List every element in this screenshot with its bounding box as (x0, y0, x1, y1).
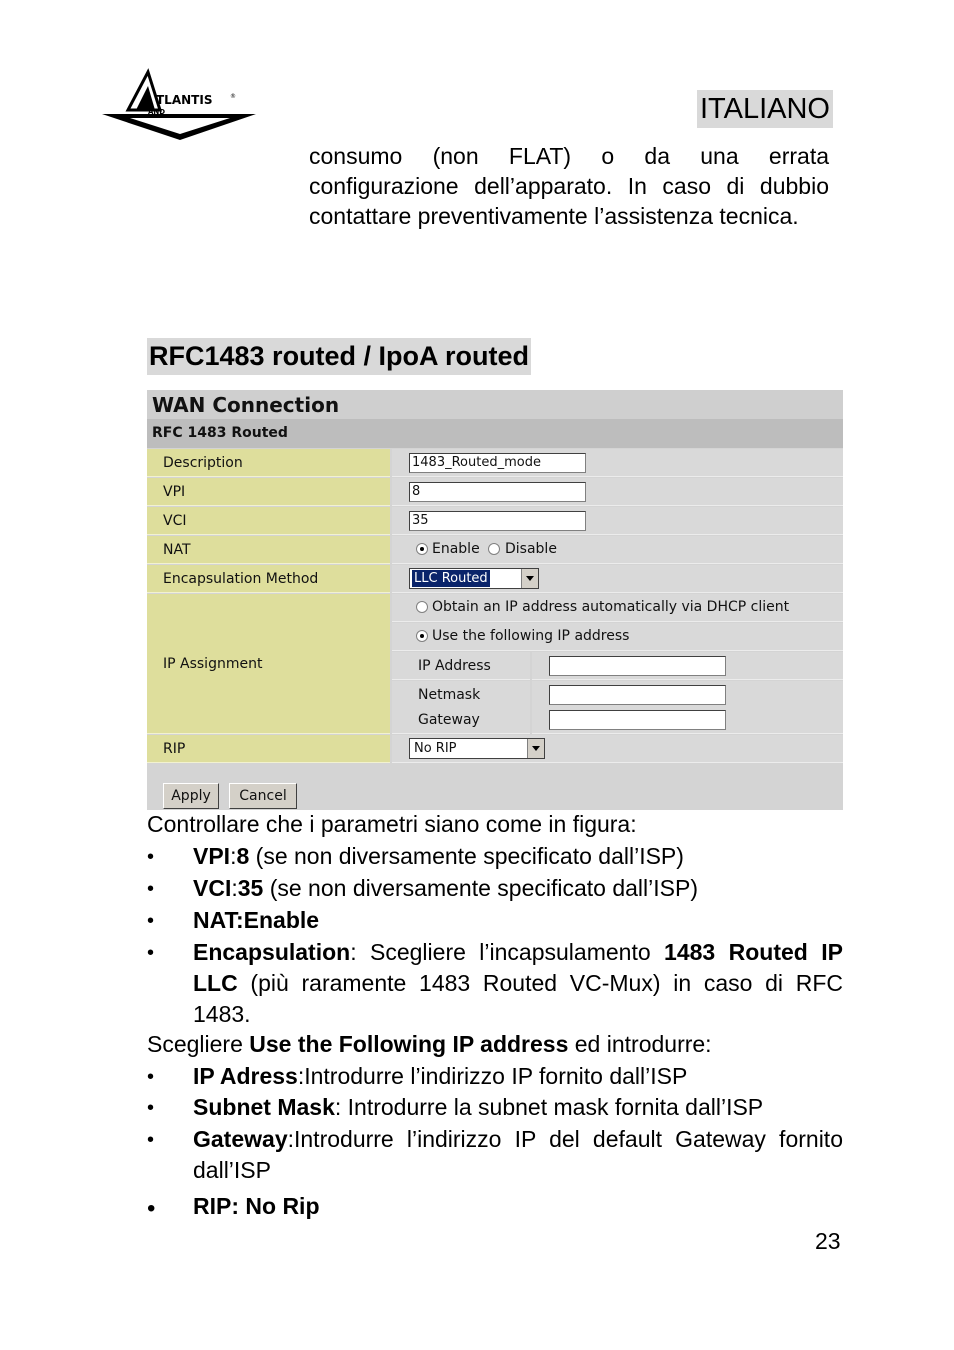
ip-assignment-label: IP Assignment (163, 655, 263, 672)
check-intro: Controllare che i parametri siano come in figura: (147, 811, 637, 837)
panel-title: WAN Connection (152, 393, 340, 417)
bullet-vci (193, 873, 843, 904)
gateway-label: Gateway (418, 711, 480, 728)
vci-label-cell (147, 507, 390, 535)
bullet-gateway (193, 1124, 843, 1186)
encapsulation-selected: LLC Routed (414, 571, 488, 586)
ip-note: :Introdurre l’indirizzo IP fornito dall’ISP (297, 1063, 688, 1089)
vpi-term: VPI (193, 843, 231, 869)
svg-text:®: ® (230, 93, 236, 100)
chevron-down-icon[interactable] (521, 569, 538, 588)
ip-dhcp-radio[interactable] (416, 601, 428, 613)
bullet-2-marker: • (147, 878, 155, 900)
bullet-nat (193, 905, 843, 936)
vci-term: VCI (193, 875, 232, 901)
nat-label-cell (147, 536, 390, 564)
atlantis-logo (100, 68, 260, 143)
vpi-value-cell (392, 478, 843, 506)
nat-enable-label: Enable (432, 541, 480, 557)
encapsulation-value-cell (392, 565, 843, 593)
encap-value: 1483 Routed IP LLC (193, 939, 843, 996)
bullet-subnet-mask (193, 1092, 843, 1123)
panel-subtitle: RFC 1483 Routed (152, 425, 288, 441)
panel-title-bar (147, 390, 843, 420)
rip-label: RIP (163, 740, 186, 757)
vci-sep: : (231, 875, 238, 901)
description-label: Description (163, 454, 243, 471)
bullet-1-marker: • (147, 846, 155, 868)
nat-label: NAT (163, 541, 191, 558)
gateway-value-cell (532, 706, 843, 734)
description-label-cell (147, 449, 390, 477)
ip-address-input[interactable] (549, 656, 726, 676)
encapsulation-select[interactable] (409, 568, 539, 589)
gateway-input[interactable] (549, 710, 726, 730)
ip-dhcp-cell (392, 594, 843, 622)
bullet-3-marker: • (147, 910, 155, 932)
encapsulation-label: Encapsulation Method (163, 570, 319, 587)
choose-line (147, 1029, 712, 1060)
ip-static-cell (392, 623, 843, 651)
bullet-6-marker: • (147, 1097, 155, 1119)
svg-text:TLANTIS: TLANTIS (156, 93, 213, 107)
choose-bold: Use the Following IP address (249, 1031, 569, 1057)
bullet-ip-address (193, 1061, 843, 1092)
bullet-7-marker: • (147, 1129, 155, 1151)
subnet-note: : Introdurre la subnet mask fornita dall’ISP (334, 1094, 764, 1120)
bullet-vpi (193, 841, 843, 872)
svg-text:AND: AND (148, 108, 166, 116)
vpi-input[interactable]: 8 (409, 482, 586, 502)
wan-connection-panel (147, 390, 843, 810)
vci-input[interactable]: 35 (409, 511, 586, 531)
gateway-term: Gateway (193, 1126, 288, 1152)
vci-label: VCI (163, 512, 187, 529)
encap-term: Encapsulation (193, 939, 351, 965)
nat-disable-radio[interactable] (488, 543, 500, 555)
encap-text-1: : Scegliere l’incapsulamento (350, 939, 665, 965)
vpi-label: VPI (163, 483, 186, 500)
subnet-term: Subnet Mask (193, 1094, 335, 1120)
nat-enable-radio[interactable] (416, 543, 428, 555)
section-title: RFC1483 routed / IpoA routed (147, 338, 531, 375)
ip-address-value-cell (532, 652, 843, 680)
nat-term: NAT:Enable (193, 907, 320, 933)
description-input[interactable]: 1483_Routed_mode (409, 453, 586, 473)
vci-value-cell (392, 507, 843, 535)
vpi-sep: : (230, 843, 237, 869)
vci-note: (se non diversamente specificato dall’ISP) (263, 875, 698, 901)
netmask-label: Netmask (418, 686, 481, 703)
apply-button[interactable]: Apply (163, 783, 219, 809)
vci-value: 35 (237, 875, 264, 901)
nat-disable-label: Disable (505, 541, 557, 557)
ip-static-radio[interactable] (416, 630, 428, 642)
page-number: 23 (815, 1228, 841, 1254)
encapsulation-label-cell (147, 565, 390, 593)
language-label: ITALIANO (697, 90, 833, 128)
rip-term: RIP: No Rip (193, 1193, 320, 1219)
ip-assignment-label-cell (147, 594, 390, 734)
ip-static-label: Use the following IP address (432, 628, 630, 644)
chevron-down-icon[interactable] (527, 739, 544, 758)
bullet-8-marker: • (147, 1195, 156, 1222)
nat-value-cell (392, 536, 843, 564)
panel-subtitle-bar (147, 420, 843, 448)
rip-selected: No RIP (414, 741, 457, 756)
gateway-note: :Introdurre l’indirizzo IP del default Gateway fornito dall’ISP (193, 1126, 843, 1183)
choose-post: ed introdurre: (568, 1031, 712, 1057)
ip-term: IP Adress (193, 1063, 298, 1089)
cancel-button[interactable]: Cancel (229, 783, 297, 809)
rip-value-cell (392, 735, 843, 763)
netmask-value-cell (532, 681, 843, 709)
choose-pre: Scegliere (147, 1031, 250, 1057)
rip-select[interactable] (409, 738, 545, 759)
netmask-label-cell (392, 681, 530, 709)
ip-dhcp-label: Obtain an IP address automatically via DHCP client (432, 599, 790, 615)
intro-paragraph: consumo (non FLAT) o da una errata configurazione dell’apparato. In caso di dubbio contattare preventivamente l’assistenza tecnica. (309, 143, 829, 229)
bullet-rip (193, 1191, 843, 1222)
netmask-input[interactable] (549, 685, 726, 705)
vpi-label-cell (147, 478, 390, 506)
ip-address-label: IP Address (418, 657, 491, 674)
bullet-encapsulation (193, 937, 843, 1030)
ip-address-label-cell (392, 652, 530, 680)
gateway-label-cell (392, 706, 530, 734)
description-value-cell (392, 449, 843, 477)
vpi-value: 8 (236, 843, 250, 869)
bullet-4-marker: • (147, 942, 155, 964)
encap-text-2: (più raramente 1483 Routed VC-Mux) in caso di RFC 1483. (193, 970, 843, 1027)
rip-label-cell (147, 735, 390, 763)
vpi-note: (se non diversamente specificato dall’ISP) (249, 843, 684, 869)
bullet-5-marker: • (147, 1066, 155, 1088)
